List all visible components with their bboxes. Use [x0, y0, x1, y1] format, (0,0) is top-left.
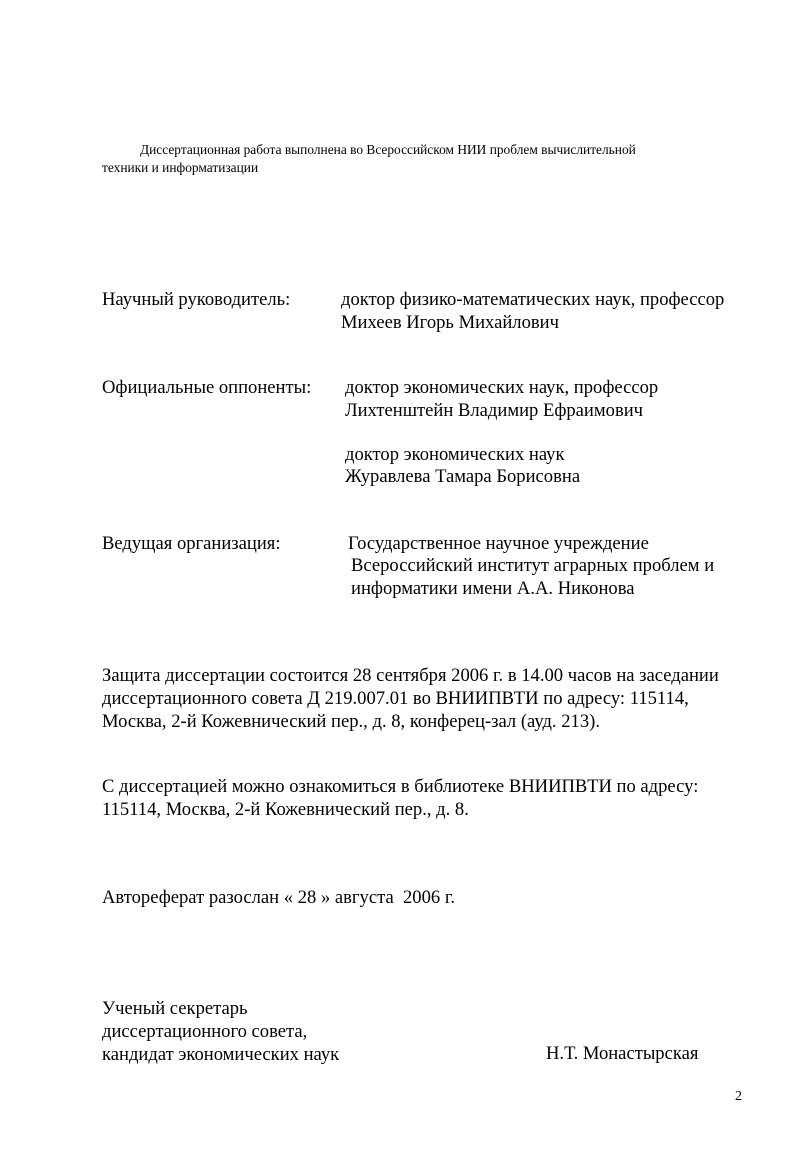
supervisor-degree: доктор физико-математических наук, профессор [341, 289, 725, 310]
secretary-line-3: кандидат экономических наук [102, 1044, 340, 1065]
defense-paragraph [102, 664, 719, 733]
defense-line-1: Защита диссертации состоится 28 сентября 2006 г. в 14.00 часов на заседании [102, 665, 719, 686]
intro-paragraph [102, 141, 742, 177]
library-line-1: С диссертацией можно ознакомиться в библиотеке ВНИИПВТИ по адресу: [102, 776, 699, 797]
opponent-1-degree: доктор экономических наук, профессор [345, 377, 659, 398]
opponents-label: Официальные оппоненты: [102, 377, 312, 398]
lead-org-line-1: Государственное научное учреждение [348, 533, 649, 554]
secretary-line-2: диссертационного совета, [102, 1021, 308, 1042]
defense-line-3: Москва, 2-й Кожевнический пер., д. 8, конферец-зал (ауд. 213). [102, 711, 600, 732]
defense-line-2: диссертационного совета Д 219.007.01 во ВНИИПВТИ по адресу: 115114, [102, 688, 689, 709]
abstract-mailed-date: Автореферат разослан « 28 » августа 2006 г. [102, 887, 456, 908]
intro-line-2: техники и информатизации [102, 160, 259, 175]
lead-org-line-3: информатики имени А.А. Никонова [351, 578, 635, 599]
supervisor-name: Михеев Игорь Михайлович [341, 312, 559, 333]
lead-org-line-2: Всероссийский институт аграрных проблем и [351, 555, 715, 576]
page-number: 2 [735, 1089, 742, 1104]
secretary-line-1: Ученый секретарь [102, 998, 248, 1019]
secretary-name: Н.Т. Монастырская [546, 1043, 699, 1064]
opponent-2-name: Журавлева Тамара Борисовна [345, 466, 581, 487]
lead-org-label: Ведущая организация: [102, 533, 281, 554]
library-line-2: 115114, Москва, 2-й Кожевнический пер., д. 8. [102, 799, 469, 820]
opponent-1-name: Лихтенштейн Владимир Ефраимович [345, 400, 644, 421]
secretary-block [102, 997, 339, 1066]
opponent-2-degree: доктор экономических наук [345, 444, 565, 465]
library-paragraph [102, 775, 698, 821]
supervisor-label: Научный руководитель: [102, 289, 291, 310]
intro-line-1: Диссертационная работа выполнена во Всероссийском НИИ проблем вычислительной [140, 142, 636, 157]
